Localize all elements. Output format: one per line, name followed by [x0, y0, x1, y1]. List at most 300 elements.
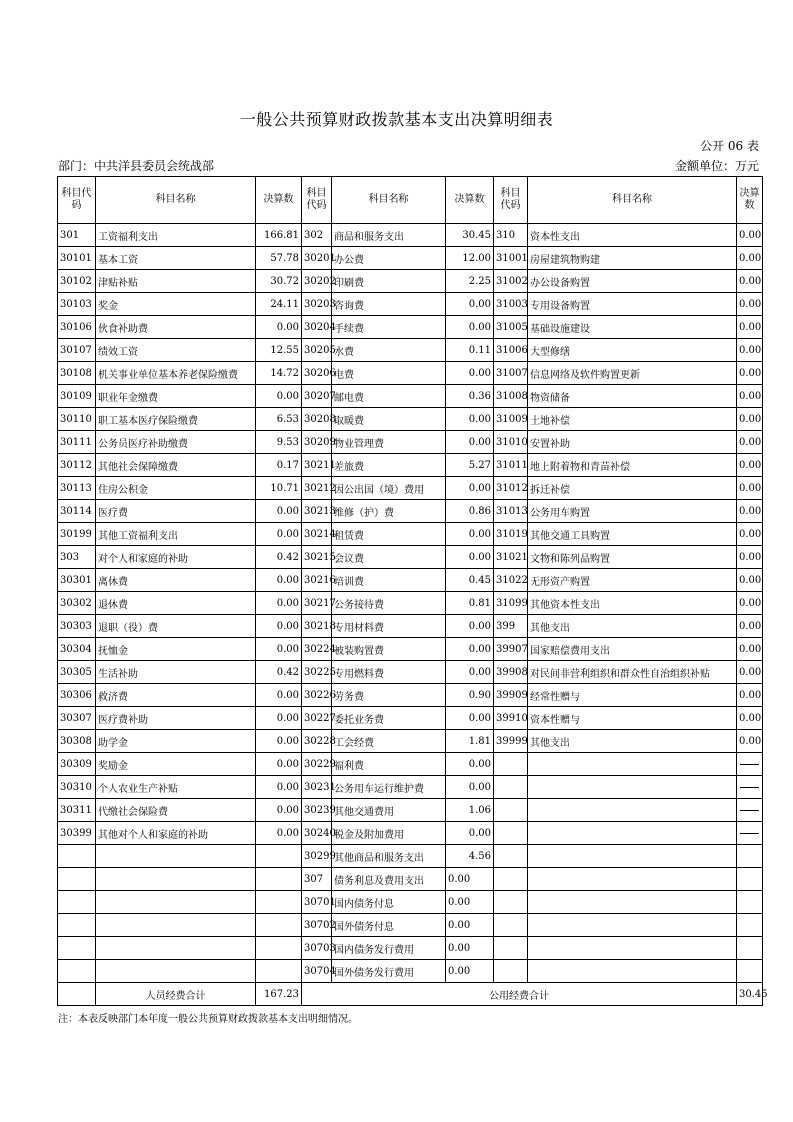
table-row: [58, 270, 763, 293]
cell-code-3: [494, 799, 528, 822]
cell-name-1: 抚恤金: [96, 638, 256, 661]
cell-code-2: 30240: [302, 822, 332, 845]
cell-code-1: 30112: [58, 454, 96, 477]
cell-code-2: 30207: [302, 385, 332, 408]
table-row: [58, 339, 763, 362]
cell-name-3: 办公设备购置: [528, 270, 737, 293]
cell-code-2: 30224: [302, 638, 332, 661]
cell-name-1: 退职（役）费: [96, 615, 256, 638]
table-row: [58, 592, 763, 615]
cell-name-3: [528, 960, 737, 983]
cell-name-1: 公务员医疗补助缴费: [96, 431, 256, 454]
dash-line: [740, 787, 759, 788]
header-code-1: 科目代码: [58, 177, 96, 224]
header-row: [58, 177, 763, 224]
cell-code-1: 30399: [58, 822, 96, 845]
cell-amount-2: 0.45: [446, 569, 494, 592]
cell-code-3: 31009: [494, 408, 528, 431]
cell-code-3: 31003: [494, 293, 528, 316]
cell-name-1: [96, 891, 256, 914]
cell-code-2: 30227: [302, 707, 332, 730]
cell-name-3: [528, 799, 737, 822]
cell-amount-1: 0.00: [256, 684, 302, 707]
cell-name-1: 奖金: [96, 293, 256, 316]
cell-name-1: 绩效工资: [96, 339, 256, 362]
cell-code-1: [58, 868, 96, 891]
cell-name-1: 职工基本医疗保险缴费: [96, 408, 256, 431]
cell-name-1: [96, 914, 256, 937]
cell-name-1: 医疗费补助: [96, 707, 256, 730]
cell-code-3: 31008: [494, 385, 528, 408]
cell-amount-2: 2.25: [446, 270, 494, 293]
cell-name-2: 培训费: [332, 569, 446, 592]
cell-amount-1: [256, 937, 302, 960]
cell-code-2: 30212: [302, 477, 332, 500]
public-total-label: 公用经费合计: [302, 983, 737, 1006]
cell-code-1: 30199: [58, 523, 96, 546]
cell-name-2: 手续费: [332, 316, 446, 339]
cell-amount-3: 0.00: [737, 362, 763, 385]
cell-code-1: 30311: [58, 799, 96, 822]
cell-code-1: 301: [58, 224, 96, 247]
cell-name-1: [96, 868, 256, 891]
cell-name-2: 国内债务发行费用: [332, 937, 446, 960]
cell-amount-2: 0.00: [446, 937, 494, 960]
table-row: [58, 569, 763, 592]
cell-amount-1: 6.53: [256, 408, 302, 431]
cell-name-1: 助学金: [96, 730, 256, 753]
table-row: [58, 960, 763, 983]
cell-name-2: 租赁费: [332, 523, 446, 546]
cell-amount-1: 10.71: [256, 477, 302, 500]
cell-code-1: 30310: [58, 776, 96, 799]
public-total-value: 30.45: [737, 983, 763, 1006]
cell-amount-3: 0.00: [737, 615, 763, 638]
cell-amount-2: 0.90: [446, 684, 494, 707]
cell-code-1: 30302: [58, 592, 96, 615]
cell-code-2: 30208: [302, 408, 332, 431]
cell-name-3: 土地补偿: [528, 408, 737, 431]
cell-amount-3: 0.00: [737, 431, 763, 454]
cell-code-2: 30215: [302, 546, 332, 569]
cell-amount-2: 0.00: [446, 914, 494, 937]
cell-code-2: 307: [302, 868, 332, 891]
cell-name-2: 咨询费: [332, 293, 446, 316]
cell-name-3: 国家赔偿费用支出: [528, 638, 737, 661]
cell-name-3: 安置补助: [528, 431, 737, 454]
cell-amount-3: 0.00: [737, 569, 763, 592]
cell-code-3: 39999: [494, 730, 528, 753]
cell-amount-2: 0.11: [446, 339, 494, 362]
cell-amount-1: [256, 845, 302, 868]
table-row: [58, 707, 763, 730]
cell-name-2: 国内债务付息: [332, 891, 446, 914]
cell-amount-2: 0.00: [446, 661, 494, 684]
cell-name-3: 物资储备: [528, 385, 737, 408]
cell-name-3: [528, 822, 737, 845]
cell-name-2: 商品和服务支出: [332, 224, 446, 247]
cell-code-1: [58, 960, 96, 983]
cell-amount-1: [256, 891, 302, 914]
cell-amount-2: 0.00: [446, 546, 494, 569]
cell-name-2: 委托业务费: [332, 707, 446, 730]
header-amount-3: 决算数: [737, 177, 763, 224]
cell-amount-2: 1.06: [446, 799, 494, 822]
cell-name-3: 信息网络及软件购置更新: [528, 362, 737, 385]
cell-code-2: 30226: [302, 684, 332, 707]
cell-code-2: 30703: [302, 937, 332, 960]
cell-amount-3: 0.00: [737, 684, 763, 707]
cell-amount-2: 5.27: [446, 454, 494, 477]
cell-amount-3: [737, 891, 763, 914]
cell-name-1: [96, 960, 256, 983]
cell-amount-1: 166.81: [256, 224, 302, 247]
cell-amount-1: 0.42: [256, 546, 302, 569]
table-row: [58, 730, 763, 753]
cell-name-1: 奖励金: [96, 753, 256, 776]
table-row: [58, 684, 763, 707]
cell-amount-2: 12.00: [446, 247, 494, 270]
cell-name-3: [528, 937, 737, 960]
cell-amount-3: 0.00: [737, 316, 763, 339]
cell-amount-3: 0.00: [737, 339, 763, 362]
cell-name-3: 专用设备购置: [528, 293, 737, 316]
cell-amount-2: 0.00: [446, 960, 494, 983]
cell-name-3: 大型修缮: [528, 339, 737, 362]
cell-code-3: 31021: [494, 546, 528, 569]
cell-amount-3: 0.00: [737, 523, 763, 546]
expenditure-table: [57, 176, 768, 1006]
cell-amount-1: 0.00: [256, 822, 302, 845]
cell-code-3: 31099: [494, 592, 528, 615]
cell-name-3: 经常性赠与: [528, 684, 737, 707]
table-row: [58, 385, 763, 408]
cell-code-1: 30103: [58, 293, 96, 316]
cell-amount-2: 0.00: [446, 776, 494, 799]
cell-name-3: 其他支出: [528, 730, 737, 753]
totals-row: [58, 983, 763, 1006]
cell-name-3: 对民间非营利组织和群众性自治组织补贴: [528, 661, 737, 684]
cell-code-2: 30239: [302, 799, 332, 822]
table-row: [58, 937, 763, 960]
cell-name-1: [96, 845, 256, 868]
cell-code-2: 30228: [302, 730, 332, 753]
cell-name-2: 国外债务发行费用: [332, 960, 446, 983]
cell-name-2: 劳务费: [332, 684, 446, 707]
unit-label: 金额单位：万元: [674, 159, 759, 173]
cell-code-1: 30106: [58, 316, 96, 339]
cell-name-2: 国外债务付息: [332, 914, 446, 937]
cell-code-2: 30231: [302, 776, 332, 799]
personnel-total-value: 167.23: [256, 983, 302, 1006]
cell-amount-3: 0.00: [737, 224, 763, 247]
cell-name-1: 个人农业生产补贴: [96, 776, 256, 799]
cell-amount-2: 1.81: [446, 730, 494, 753]
cell-name-1: 津贴补贴: [96, 270, 256, 293]
cell-code-3: [494, 776, 528, 799]
cell-amount-3: [737, 753, 763, 776]
cell-name-3: 房屋建筑物购建: [528, 247, 737, 270]
cell-name-3: [528, 891, 737, 914]
cell-code-2: 30203: [302, 293, 332, 316]
cell-amount-3: 0.00: [737, 270, 763, 293]
cell-amount-1: 0.00: [256, 638, 302, 661]
cell-name-2: 办公费: [332, 247, 446, 270]
cell-code-1: 30110: [58, 408, 96, 431]
cell-amount-3: 0.00: [737, 592, 763, 615]
table-row: [58, 891, 763, 914]
cell-amount-1: 9.53: [256, 431, 302, 454]
cell-amount-1: 14.72: [256, 362, 302, 385]
table-row: [58, 362, 763, 385]
cell-amount-3: 0.00: [737, 454, 763, 477]
cell-amount-1: 0.00: [256, 592, 302, 615]
cell-amount-2: 0.00: [446, 362, 494, 385]
cell-code-1: 30304: [58, 638, 96, 661]
table-row: [58, 247, 763, 270]
cell-name-3: 其他支出: [528, 615, 737, 638]
cell-name-2: 专用燃料费: [332, 661, 446, 684]
cell-code-2: 30225: [302, 661, 332, 684]
cell-code-2: 30202: [302, 270, 332, 293]
cell-name-2: 会议费: [332, 546, 446, 569]
cell-amount-1: 12.55: [256, 339, 302, 362]
cell-name-3: 基础设施建设: [528, 316, 737, 339]
cell-name-2: 专用材料费: [332, 615, 446, 638]
cell-amount-3: 0.00: [737, 730, 763, 753]
personnel-total-label: 人员经费合计: [96, 983, 256, 1006]
cell-amount-1: 0.00: [256, 753, 302, 776]
cell-code-3: 31022: [494, 569, 528, 592]
cell-amount-2: 0.00: [446, 822, 494, 845]
cell-name-2: 物业管理费: [332, 431, 446, 454]
cell-code-3: 31005: [494, 316, 528, 339]
cell-code-3: 399: [494, 615, 528, 638]
cell-amount-2: 0.00: [446, 753, 494, 776]
cell-amount-2: 0.00: [446, 523, 494, 546]
cell-code-3: 31007: [494, 362, 528, 385]
header-name-2: 科目名称: [332, 177, 446, 224]
cell-amount-2: 0.86: [446, 500, 494, 523]
cell-name-3: [528, 914, 737, 937]
cell-code-1: 30301: [58, 569, 96, 592]
cell-name-3: [528, 776, 737, 799]
cell-code-2: 30211: [302, 454, 332, 477]
header-code-2: 科目代码: [302, 177, 332, 224]
cell-name-1: 其他工资福利支出: [96, 523, 256, 546]
cell-name-3: [528, 845, 737, 868]
cell-code-2: 30704: [302, 960, 332, 983]
table-row: [58, 500, 763, 523]
cell-code-1: 30102: [58, 270, 96, 293]
cell-name-1: 基本工资: [96, 247, 256, 270]
cell-code-1: 30107: [58, 339, 96, 362]
table-row: [58, 316, 763, 339]
table-row: [58, 477, 763, 500]
cell-name-3: 其他交通工具购置: [528, 523, 737, 546]
dash-line: [740, 810, 759, 811]
cell-amount-3: [737, 845, 763, 868]
table-row: [58, 523, 763, 546]
cell-name-3: 资本性支出: [528, 224, 737, 247]
cell-name-1: [96, 937, 256, 960]
table-row: [58, 822, 763, 845]
header-code-3: 科目代码: [494, 177, 528, 224]
cell-code-1: [58, 845, 96, 868]
cell-code-3: [494, 868, 528, 891]
table-row: [58, 454, 763, 477]
cell-code-1: 30303: [58, 615, 96, 638]
cell-code-1: 30113: [58, 477, 96, 500]
cell-code-1: 30307: [58, 707, 96, 730]
cell-code-1: [58, 891, 96, 914]
cell-amount-3: [737, 914, 763, 937]
cell-name-3: 其他资本性支出: [528, 592, 737, 615]
cell-name-3: 无形资产购置: [528, 569, 737, 592]
page-title: 一般公共预算财政拨款基本支出决算明细表: [239, 110, 554, 129]
form-code: 公开 06 表: [700, 139, 759, 153]
cell-amount-3: 0.00: [737, 500, 763, 523]
table-row: [58, 638, 763, 661]
cell-name-2: 差旅费: [332, 454, 446, 477]
cell-code-1: 303: [58, 546, 96, 569]
cell-amount-3: [737, 822, 763, 845]
cell-name-1: 工资福利支出: [96, 224, 256, 247]
cell-code-1: [58, 914, 96, 937]
cell-name-1: 代缴社会保险费: [96, 799, 256, 822]
cell-code-2: 30205: [302, 339, 332, 362]
cell-code-2: 30702: [302, 914, 332, 937]
cell-amount-3: 0.00: [737, 638, 763, 661]
cell-code-2: 30701: [302, 891, 332, 914]
header-name-3: 科目名称: [528, 177, 737, 224]
cell-name-3: [528, 868, 737, 891]
dash-line: [740, 764, 759, 765]
cell-amount-2: 0.81: [446, 592, 494, 615]
cell-code-2: 30299: [302, 845, 332, 868]
cell-amount-1: 0.00: [256, 615, 302, 638]
cell-name-2: 税金及附加费用: [332, 822, 446, 845]
department-label: 部门：中共洋县委员会统战部: [58, 159, 215, 173]
cell-code-1: 30306: [58, 684, 96, 707]
cell-amount-2: 0.00: [446, 707, 494, 730]
cell-amount-3: 0.00: [737, 707, 763, 730]
cell-amount-2: 0.00: [446, 891, 494, 914]
cell-name-3: 拆迁补偿: [528, 477, 737, 500]
cell-amount-3: [737, 868, 763, 891]
cell-amount-1: 0.42: [256, 661, 302, 684]
table-row: [58, 776, 763, 799]
cell-name-3: 文物和陈列品购置: [528, 546, 737, 569]
footnote: 注：本表反映部门本年度一般公共预算财政拨款基本支出明细情况。: [58, 1014, 358, 1025]
cell-amount-1: 0.00: [256, 569, 302, 592]
cell-amount-3: 0.00: [737, 477, 763, 500]
cell-name-3: 资本性赠与: [528, 707, 737, 730]
cell-name-1: 离休费: [96, 569, 256, 592]
table-row: [58, 868, 763, 891]
cell-amount-2: 30.45: [446, 224, 494, 247]
cell-code-3: 39910: [494, 707, 528, 730]
cell-amount-3: 0.00: [737, 385, 763, 408]
cell-code-1: 30111: [58, 431, 96, 454]
cell-code-2: 30204: [302, 316, 332, 339]
cell-name-3: 公务用车购置: [528, 500, 737, 523]
cell-code-3: [494, 845, 528, 868]
table-row: [58, 408, 763, 431]
cell-code-2: 30218: [302, 615, 332, 638]
cell-amount-2: 0.00: [446, 293, 494, 316]
header-amount-1: 决算数: [256, 177, 302, 224]
cell-code-1: 30305: [58, 661, 96, 684]
cell-code-1: 30108: [58, 362, 96, 385]
cell-code-2: 30206: [302, 362, 332, 385]
cell-code-3: 39907: [494, 638, 528, 661]
cell-name-3: [528, 753, 737, 776]
cell-amount-2: 0.36: [446, 385, 494, 408]
cell-code-2: 30217: [302, 592, 332, 615]
cell-amount-1: 24.11: [256, 293, 302, 316]
cell-amount-2: 0.00: [446, 868, 494, 891]
cell-code-1: [58, 937, 96, 960]
cell-code-3: 31010: [494, 431, 528, 454]
cell-amount-2: 0.00: [446, 431, 494, 454]
cell-amount-1: 0.00: [256, 385, 302, 408]
dash-line: [740, 833, 759, 834]
cell-amount-3: 0.00: [737, 661, 763, 684]
cell-amount-1: 0.00: [256, 316, 302, 339]
cell-code-1: 30109: [58, 385, 96, 408]
cell-name-1: 职业年金缴费: [96, 385, 256, 408]
cell-amount-1: 0.17: [256, 454, 302, 477]
table-row: [58, 224, 763, 247]
cell-code-3: 31006: [494, 339, 528, 362]
cell-amount-3: 0.00: [737, 408, 763, 431]
table-row: [58, 661, 763, 684]
cell-name-2: 福利费: [332, 753, 446, 776]
cell-name-1: 退休费: [96, 592, 256, 615]
cell-amount-1: 30.72: [256, 270, 302, 293]
header-amount-2: 决算数: [446, 177, 494, 224]
cell-code-3: [494, 914, 528, 937]
table-row: [58, 615, 763, 638]
table-row: [58, 799, 763, 822]
cell-name-2: 债务利息及费用支出: [332, 868, 446, 891]
cell-code-3: 31012: [494, 477, 528, 500]
cell-amount-1: [256, 914, 302, 937]
cell-code-2: 30216: [302, 569, 332, 592]
cell-name-1: 医疗费: [96, 500, 256, 523]
cell-amount-2: 0.00: [446, 477, 494, 500]
cell-amount-1: 0.00: [256, 776, 302, 799]
cell-code-3: 31011: [494, 454, 528, 477]
cell-name-1: 其他对个人和家庭的补助: [96, 822, 256, 845]
cell-code-3: 31002: [494, 270, 528, 293]
cell-code-1: 30114: [58, 500, 96, 523]
cell-code-3: [494, 937, 528, 960]
cell-name-2: 水费: [332, 339, 446, 362]
cell-name-2: 邮电费: [332, 385, 446, 408]
table-row: [58, 293, 763, 316]
cell-amount-2: 0.00: [446, 408, 494, 431]
cell-name-2: 因公出国（境）费用: [332, 477, 446, 500]
cell-amount-3: 0.00: [737, 293, 763, 316]
table-row: [58, 914, 763, 937]
cell-code-3: [494, 891, 528, 914]
header-name-1: 科目名称: [96, 177, 256, 224]
cell-amount-3: 0.00: [737, 546, 763, 569]
cell-name-1: 住房公积金: [96, 477, 256, 500]
cell-amount-3: 0.00: [737, 247, 763, 270]
